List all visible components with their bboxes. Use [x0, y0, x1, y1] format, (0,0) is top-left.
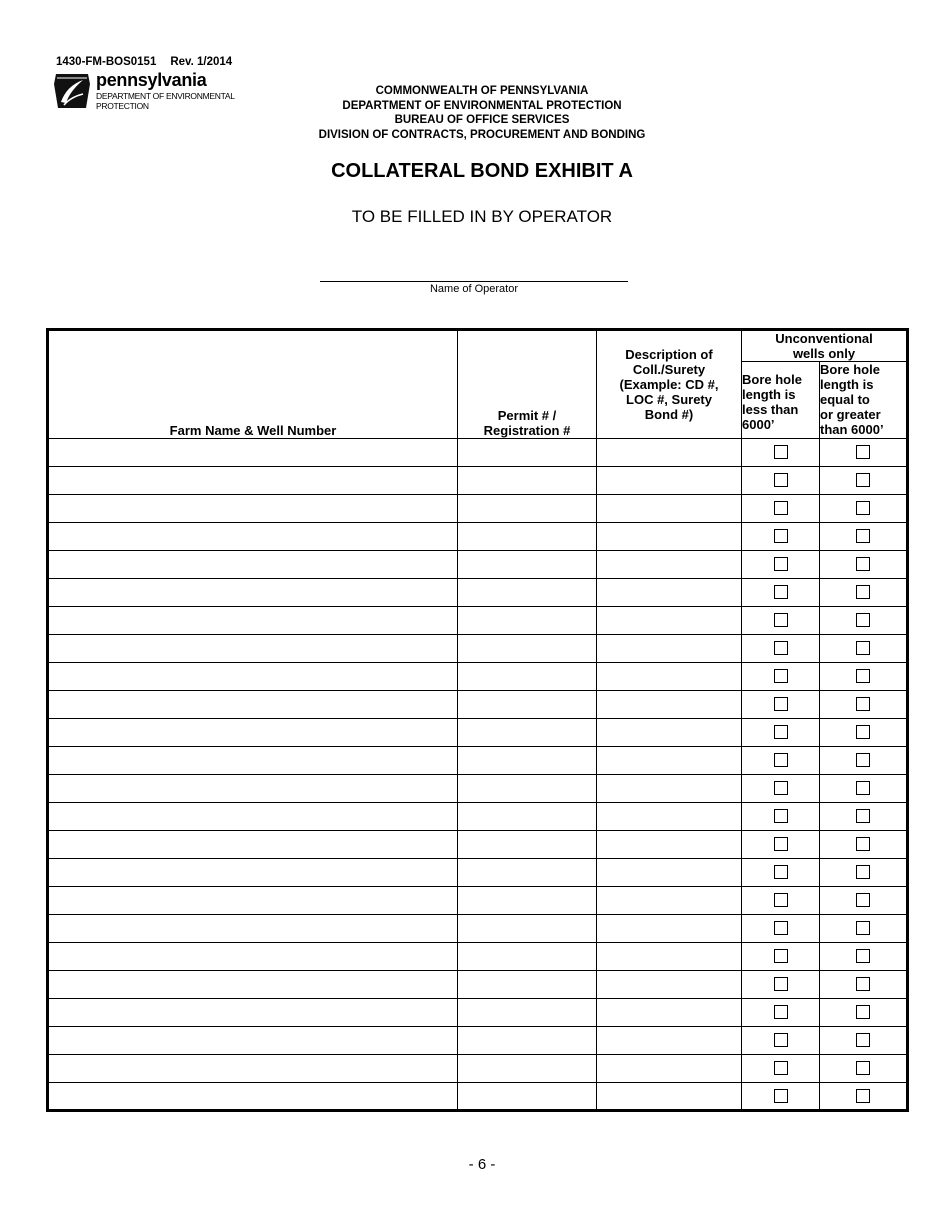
col-header-description-line: (Example: CD #,	[619, 377, 719, 392]
agency-header	[282, 84, 682, 142]
operator-name-label: Name of Operator	[429, 283, 519, 295]
col-header-farm: Farm Name & Well Number	[48, 330, 458, 439]
table-row	[48, 719, 908, 747]
col-header-description-line: Bond #)	[644, 407, 694, 422]
description-cell[interactable]	[597, 719, 742, 747]
logo-department	[96, 92, 235, 111]
agency-line: BUREAU OF OFFICE SERVICES	[394, 114, 570, 126]
farm-name-cell[interactable]	[48, 887, 458, 915]
table-row	[48, 579, 908, 607]
logo-dept-line1: DEPARTMENT OF ENVIRONMENTAL	[96, 91, 235, 101]
greater-than-6000-checkbox-cell	[820, 551, 908, 579]
greater-than-6000-checkbox-cell	[820, 719, 908, 747]
permit-cell[interactable]	[458, 943, 597, 971]
farm-name-cell[interactable]	[48, 999, 458, 1027]
less-than-6000-checkbox-cell	[742, 1027, 820, 1055]
description-cell[interactable]	[597, 551, 742, 579]
table-row	[48, 523, 908, 551]
less-than-6000-checkbox[interactable]	[774, 1005, 788, 1019]
table-row	[48, 747, 908, 775]
description-cell[interactable]	[597, 1027, 742, 1055]
permit-cell[interactable]	[458, 663, 597, 691]
col-header-description	[597, 330, 742, 439]
col-header-description-line: Coll./Surety	[632, 362, 706, 377]
less-than-6000-checkbox[interactable]	[774, 949, 788, 963]
less-than-6000-checkbox-cell	[742, 999, 820, 1027]
greater-than-6000-checkbox[interactable]	[856, 809, 870, 823]
greater-than-6000-checkbox-cell	[820, 943, 908, 971]
table-row	[48, 775, 908, 803]
less-than-6000-checkbox-cell	[742, 579, 820, 607]
form-revision: Rev. 1/2014	[170, 56, 233, 68]
col-header-greater-than-6000	[820, 362, 908, 439]
permit-cell[interactable]	[458, 803, 597, 831]
less-than-6000-checkbox[interactable]	[774, 837, 788, 851]
permit-cell[interactable]	[458, 1027, 597, 1055]
permit-cell[interactable]	[458, 607, 597, 635]
greater-than-6000-checkbox-cell	[820, 1055, 908, 1083]
farm-name-cell[interactable]	[48, 1027, 458, 1055]
description-cell[interactable]	[597, 579, 742, 607]
table-row	[48, 551, 908, 579]
less-than-6000-checkbox[interactable]	[774, 585, 788, 599]
greater-than-6000-checkbox-cell	[820, 999, 908, 1027]
description-cell[interactable]	[597, 663, 742, 691]
col-group-line: Unconventional	[775, 331, 873, 346]
farm-name-cell[interactable]	[48, 635, 458, 663]
operator-name-field[interactable]	[320, 281, 628, 282]
col-header-less-line: Bore hole	[742, 372, 802, 387]
less-than-6000-checkbox-cell	[742, 859, 820, 887]
less-than-6000-checkbox-cell	[742, 1055, 820, 1083]
farm-name-cell[interactable]	[48, 691, 458, 719]
farm-name-cell[interactable]	[48, 943, 458, 971]
less-than-6000-checkbox-cell	[742, 831, 820, 859]
table-row	[48, 635, 908, 663]
greater-than-6000-checkbox-cell	[820, 803, 908, 831]
greater-than-6000-checkbox-cell	[820, 971, 908, 999]
col-header-greater-line: or greater	[820, 407, 881, 422]
less-than-6000-checkbox-cell	[742, 635, 820, 663]
agency-line: COMMONWEALTH OF PENNSYLVANIA	[375, 85, 589, 97]
agency-line: DIVISION OF CONTRACTS, PROCUREMENT AND BONDING	[318, 128, 646, 141]
table-row	[48, 663, 908, 691]
greater-than-6000-checkbox-cell	[820, 859, 908, 887]
greater-than-6000-checkbox-cell	[820, 747, 908, 775]
greater-than-6000-checkbox[interactable]	[856, 1033, 870, 1047]
col-header-greater-line: Bore hole	[820, 362, 880, 377]
less-than-6000-checkbox-cell	[742, 943, 820, 971]
farm-name-cell[interactable]	[48, 551, 458, 579]
greater-than-6000-checkbox[interactable]	[856, 557, 870, 571]
description-cell[interactable]	[597, 747, 742, 775]
col-header-less-line: length is	[742, 387, 796, 402]
farm-name-cell[interactable]	[48, 439, 458, 467]
greater-than-6000-checkbox[interactable]	[856, 949, 870, 963]
farm-name-cell[interactable]	[48, 1055, 458, 1083]
greater-than-6000-checkbox-cell	[820, 1027, 908, 1055]
farm-name-cell[interactable]	[48, 971, 458, 999]
farm-name-cell[interactable]	[48, 803, 458, 831]
col-group-unconventional	[742, 330, 908, 362]
greater-than-6000-checkbox[interactable]	[856, 669, 870, 683]
table-row	[48, 971, 908, 999]
logo-dept-line2: PROTECTION	[96, 100, 149, 111]
table-row	[48, 1027, 908, 1055]
page-title: COLLATERAL BOND EXHIBIT A	[331, 160, 633, 182]
less-than-6000-checkbox-cell	[742, 663, 820, 691]
less-than-6000-checkbox[interactable]	[774, 725, 788, 739]
less-than-6000-checkbox-cell	[742, 971, 820, 999]
col-group-line: wells only	[792, 346, 856, 361]
farm-name-cell[interactable]	[48, 579, 458, 607]
less-than-6000-checkbox[interactable]	[774, 641, 788, 655]
col-header-less-line: 6000’	[742, 417, 775, 432]
farm-name-cell[interactable]	[48, 495, 458, 523]
less-than-6000-checkbox-cell	[742, 691, 820, 719]
table-row	[48, 1055, 908, 1083]
page-subtitle: TO BE FILLED IN BY OPERATOR	[351, 207, 613, 226]
permit-cell[interactable]	[458, 999, 597, 1027]
permit-cell[interactable]	[458, 887, 597, 915]
less-than-6000-checkbox[interactable]	[774, 473, 788, 487]
table-row	[48, 831, 908, 859]
table-row	[48, 803, 908, 831]
table-row	[48, 495, 908, 523]
permit-cell[interactable]	[458, 551, 597, 579]
description-cell[interactable]	[597, 915, 742, 943]
page-number: - 6 -	[468, 1156, 496, 1173]
description-cell[interactable]	[597, 439, 742, 467]
description-cell[interactable]	[597, 887, 742, 915]
permit-cell[interactable]	[458, 691, 597, 719]
less-than-6000-checkbox-cell	[742, 747, 820, 775]
greater-than-6000-checkbox[interactable]	[856, 529, 870, 543]
bond-table	[46, 328, 909, 1112]
greater-than-6000-checkbox-cell	[820, 691, 908, 719]
permit-cell[interactable]	[458, 719, 597, 747]
description-cell[interactable]	[597, 775, 742, 803]
less-than-6000-checkbox-cell	[742, 719, 820, 747]
keystone-icon	[52, 72, 92, 112]
description-cell[interactable]	[597, 467, 742, 495]
permit-cell[interactable]	[458, 747, 597, 775]
greater-than-6000-checkbox[interactable]	[856, 1089, 870, 1103]
col-header-permit	[458, 330, 597, 439]
less-than-6000-checkbox-cell	[742, 607, 820, 635]
description-cell[interactable]	[597, 523, 742, 551]
description-cell[interactable]	[597, 859, 742, 887]
permit-cell[interactable]	[458, 579, 597, 607]
col-header-greater-line: length is	[820, 377, 874, 392]
pa-dep-logo	[52, 70, 252, 114]
less-than-6000-checkbox[interactable]	[774, 697, 788, 711]
less-than-6000-checkbox-cell	[742, 915, 820, 943]
farm-name-cell[interactable]	[48, 719, 458, 747]
farm-name-cell[interactable]	[48, 607, 458, 635]
farm-name-cell[interactable]	[48, 747, 458, 775]
table-row	[48, 859, 908, 887]
greater-than-6000-checkbox[interactable]	[856, 725, 870, 739]
greater-than-6000-checkbox[interactable]	[856, 697, 870, 711]
greater-than-6000-checkbox[interactable]	[856, 753, 870, 767]
col-header-less-than-6000	[742, 362, 820, 439]
greater-than-6000-checkbox-cell	[820, 439, 908, 467]
less-than-6000-checkbox[interactable]	[774, 1033, 788, 1047]
description-cell[interactable]	[597, 691, 742, 719]
permit-cell[interactable]	[458, 467, 597, 495]
permit-cell[interactable]	[458, 439, 597, 467]
permit-cell[interactable]	[458, 523, 597, 551]
greater-than-6000-checkbox[interactable]	[856, 977, 870, 991]
greater-than-6000-checkbox[interactable]	[856, 1005, 870, 1019]
farm-name-cell[interactable]	[48, 1083, 458, 1111]
farm-name-cell[interactable]	[48, 523, 458, 551]
less-than-6000-checkbox-cell	[742, 1083, 820, 1111]
description-cell[interactable]	[597, 1083, 742, 1111]
form-id	[56, 56, 232, 68]
greater-than-6000-checkbox-cell	[820, 635, 908, 663]
greater-than-6000-checkbox-cell	[820, 607, 908, 635]
less-than-6000-checkbox[interactable]	[774, 669, 788, 683]
greater-than-6000-checkbox-cell	[820, 579, 908, 607]
greater-than-6000-checkbox[interactable]	[856, 445, 870, 459]
greater-than-6000-checkbox[interactable]	[856, 893, 870, 907]
greater-than-6000-checkbox-cell	[820, 663, 908, 691]
less-than-6000-checkbox[interactable]	[774, 781, 788, 795]
greater-than-6000-checkbox[interactable]	[856, 1061, 870, 1075]
col-header-greater-line: equal to	[820, 392, 870, 407]
table-row	[48, 915, 908, 943]
col-header-description-line: LOC #, Surety	[626, 392, 712, 407]
greater-than-6000-checkbox[interactable]	[856, 865, 870, 879]
bond-rows	[48, 439, 908, 1111]
less-than-6000-checkbox[interactable]	[774, 865, 788, 879]
farm-name-cell[interactable]	[48, 663, 458, 691]
farm-name-cell[interactable]	[48, 831, 458, 859]
greater-than-6000-checkbox-cell	[820, 887, 908, 915]
permit-cell[interactable]	[458, 915, 597, 943]
greater-than-6000-checkbox-cell	[820, 495, 908, 523]
agency-line: DEPARTMENT OF ENVIRONMENTAL PROTECTION	[342, 99, 622, 112]
table-row	[48, 691, 908, 719]
farm-name-cell[interactable]	[48, 775, 458, 803]
description-cell[interactable]	[597, 803, 742, 831]
greater-than-6000-checkbox[interactable]	[856, 501, 870, 515]
description-cell[interactable]	[597, 635, 742, 663]
table-row	[48, 943, 908, 971]
permit-cell[interactable]	[458, 831, 597, 859]
table-row	[48, 1083, 908, 1111]
permit-cell[interactable]	[458, 1083, 597, 1111]
farm-name-cell[interactable]	[48, 915, 458, 943]
permit-cell[interactable]	[458, 1055, 597, 1083]
col-header-greater-line: than 6000’	[820, 422, 884, 437]
farm-name-cell[interactable]	[48, 467, 458, 495]
less-than-6000-checkbox[interactable]	[774, 1089, 788, 1103]
less-than-6000-checkbox[interactable]	[774, 557, 788, 571]
greater-than-6000-checkbox[interactable]	[856, 921, 870, 935]
permit-cell[interactable]	[458, 635, 597, 663]
less-than-6000-checkbox-cell	[742, 523, 820, 551]
col-header-permit-line: Permit # /	[497, 408, 557, 423]
less-than-6000-checkbox-cell	[742, 495, 820, 523]
less-than-6000-checkbox[interactable]	[774, 529, 788, 543]
table-row	[48, 467, 908, 495]
less-than-6000-checkbox[interactable]	[774, 1061, 788, 1075]
description-cell[interactable]	[597, 495, 742, 523]
col-header-permit-line: Registration #	[483, 423, 571, 438]
description-cell[interactable]	[597, 943, 742, 971]
form-code: 1430-FM-BOS0151	[56, 56, 157, 68]
greater-than-6000-checkbox[interactable]	[856, 473, 870, 487]
less-than-6000-checkbox[interactable]	[774, 613, 788, 627]
less-than-6000-checkbox-cell	[742, 887, 820, 915]
permit-cell[interactable]	[458, 859, 597, 887]
logo-state-name: pennsylvania	[96, 70, 207, 90]
greater-than-6000-checkbox[interactable]	[856, 613, 870, 627]
description-cell[interactable]	[597, 971, 742, 999]
less-than-6000-checkbox-cell	[742, 803, 820, 831]
table-row	[48, 439, 908, 467]
less-than-6000-checkbox-cell	[742, 551, 820, 579]
less-than-6000-checkbox[interactable]	[774, 809, 788, 823]
table-row	[48, 607, 908, 635]
less-than-6000-checkbox[interactable]	[774, 445, 788, 459]
permit-cell[interactable]	[458, 775, 597, 803]
description-cell[interactable]	[597, 607, 742, 635]
greater-than-6000-checkbox[interactable]	[856, 641, 870, 655]
permit-cell[interactable]	[458, 495, 597, 523]
greater-than-6000-checkbox-cell	[820, 831, 908, 859]
greater-than-6000-checkbox[interactable]	[856, 837, 870, 851]
greater-than-6000-checkbox[interactable]	[856, 781, 870, 795]
col-header-less-line: less than	[742, 402, 799, 417]
less-than-6000-checkbox[interactable]	[774, 921, 788, 935]
description-cell[interactable]	[597, 999, 742, 1027]
greater-than-6000-checkbox[interactable]	[856, 585, 870, 599]
col-header-description-line: Description of	[625, 347, 713, 362]
less-than-6000-checkbox-cell	[742, 439, 820, 467]
permit-cell[interactable]	[458, 971, 597, 999]
greater-than-6000-checkbox-cell	[820, 915, 908, 943]
greater-than-6000-checkbox-cell	[820, 775, 908, 803]
table-row	[48, 887, 908, 915]
farm-name-cell[interactable]	[48, 859, 458, 887]
less-than-6000-checkbox[interactable]	[774, 893, 788, 907]
less-than-6000-checkbox[interactable]	[774, 501, 788, 515]
less-than-6000-checkbox[interactable]	[774, 977, 788, 991]
greater-than-6000-checkbox-cell	[820, 523, 908, 551]
description-cell[interactable]	[597, 831, 742, 859]
table-row	[48, 999, 908, 1027]
less-than-6000-checkbox-cell	[742, 467, 820, 495]
less-than-6000-checkbox-cell	[742, 775, 820, 803]
less-than-6000-checkbox[interactable]	[774, 753, 788, 767]
greater-than-6000-checkbox-cell	[820, 467, 908, 495]
description-cell[interactable]	[597, 1055, 742, 1083]
greater-than-6000-checkbox-cell	[820, 1083, 908, 1111]
